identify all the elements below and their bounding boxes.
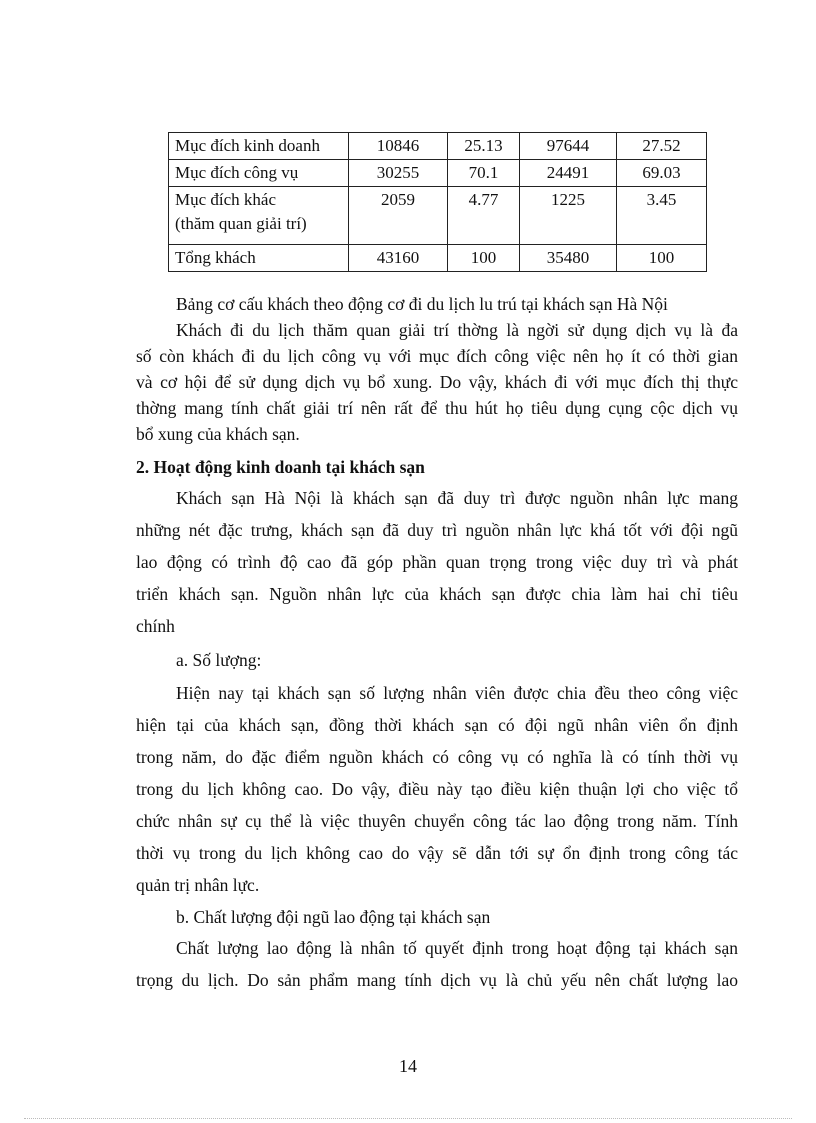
cell-value: 2059: [349, 187, 448, 245]
paragraph-line: bổ xung của khách sạn.: [136, 424, 300, 444]
cell-value: 70.1: [448, 160, 520, 187]
table-row: [169, 245, 707, 272]
paragraph-line: thời vụ trong du lịch không cao do vậy sẽ dẫn tới sự ổn định trong công tác: [136, 843, 738, 863]
paragraph-line: lao động có trình độ cao đã góp phần quan trọng trong việc duy trì và phát: [136, 552, 738, 572]
paragraph-line: chức nhân sự cụ thể là việc thuyên chuyển công tác lao động trong năm. Tính: [136, 811, 738, 831]
cell-value: 43160: [349, 245, 448, 272]
cell-value: 100: [617, 245, 707, 272]
row-label: Tổng khách: [169, 245, 349, 272]
cell-value: 100: [448, 245, 520, 272]
section-heading: 2. Hoạt động kinh doanh tại khách sạn: [136, 457, 425, 477]
cell-value: 25.13: [448, 133, 520, 160]
paragraph-line: thờng mang tính chất giải trí nên rất để thu hút họ tiêu dụng cụng cộc dịch vụ: [136, 398, 738, 418]
cell-value: 97644: [520, 133, 617, 160]
cell-value: 4.77: [448, 187, 520, 245]
subheading-a: a. Số lượng:: [176, 650, 262, 670]
cell-value: 30255: [349, 160, 448, 187]
paragraph-line: trong năm, do đặc điểm nguồn khách có công vụ có nghĩa là có tính thời vụ: [136, 747, 738, 767]
row-label-sub: (thăm quan giải trí): [175, 214, 307, 233]
cell-value: 10846: [349, 133, 448, 160]
row-label: Mục đích công vụ: [169, 160, 349, 187]
paragraph-line: trọng du lịch. Do sản phẩm mang tính dịch vụ là chủ yếu nên chất lượng lao: [136, 970, 738, 990]
page-number: 14: [399, 1056, 417, 1076]
footer-divider: [24, 1118, 792, 1119]
cell-value: 24491: [520, 160, 617, 187]
table-row: [169, 187, 707, 245]
table-caption: Bảng cơ cấu khách theo động cơ đi du lịch lu trú tại khách sạn Hà Nội: [176, 294, 668, 314]
cell-value: 1225: [520, 187, 617, 245]
subheading-b: b. Chất lượng đội ngũ lao động tại khách sạn: [176, 907, 491, 927]
table-row: [169, 160, 707, 187]
paragraph-line: và cơ hội để sử dụng dịch vụ bổ xung. Do vậy, khách đi với mục đích thị thực: [136, 372, 738, 392]
paragraph-line: Khách sạn Hà Nội là khách sạn đã duy trì được nguồn nhân lực mang: [176, 488, 738, 508]
cell-value: 27.52: [617, 133, 707, 160]
paragraph-line: Chất lượng lao động là nhân tố quyết định trong hoạt động tại khách sạn: [176, 938, 738, 958]
paragraph-line: Khách đi du lịch thăm quan giải trí thờng là ngời sử dụng dịch vụ là đa: [176, 320, 738, 340]
paragraph-line: chính: [136, 616, 175, 636]
paragraph-line: hiện tại của khách sạn, đồng thời khách sạn có đội ngũ nhân viên ổn định: [136, 715, 738, 735]
paragraph-line: trong du lịch không cao. Do vậy, điều này tạo điều kiện thuận lợi cho việc tổ: [136, 779, 738, 799]
paragraph-line: Hiện nay tại khách sạn số lượng nhân viên được chia đều theo công việc: [176, 683, 738, 703]
paragraph-line: số còn khách đi du lịch công vụ với mục đích công việc nên họ ít có thời gian: [136, 346, 738, 366]
row-label-main: Mục đích khác: [175, 190, 277, 209]
cell-value: 69.03: [617, 160, 707, 187]
paragraph-line: quản trị nhân lực.: [136, 875, 260, 895]
paragraph-line: triển khách sạn. Nguồn nhân lực của khách sạn được chia làm hai chỉ tiêu: [136, 584, 738, 604]
cell-value: 3.45: [617, 187, 707, 245]
table-row: [169, 133, 707, 160]
row-label: Mục đích kinh doanh: [169, 133, 349, 160]
cell-value: 35480: [520, 245, 617, 272]
guest-structure-table: [168, 132, 707, 272]
paragraph-line: những nét đặc trưng, khách sạn đã duy trì nguồn nhân lực khá tốt với đội ngũ: [136, 520, 738, 540]
row-label: [169, 187, 349, 245]
